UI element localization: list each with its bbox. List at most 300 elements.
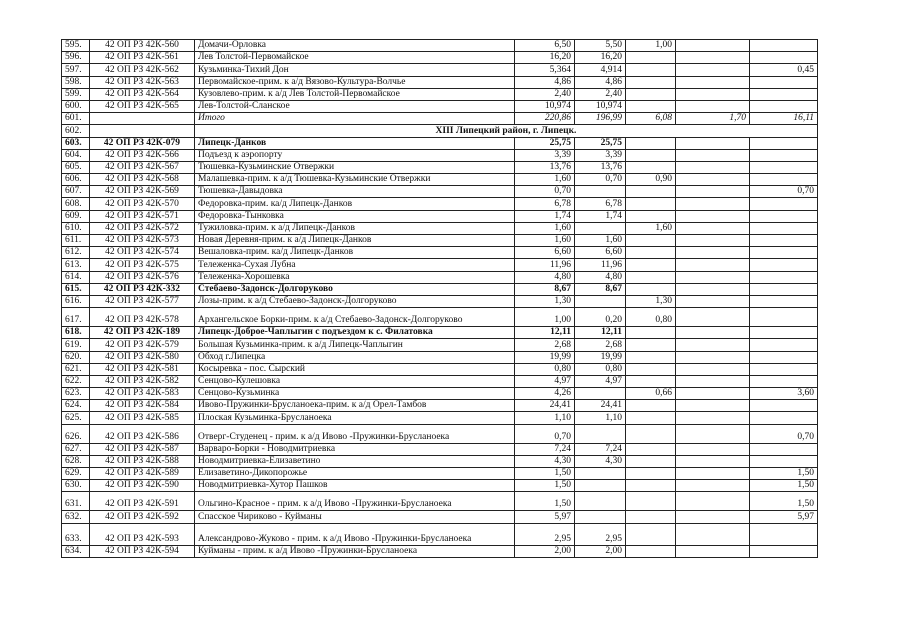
row-number-cell: 622. bbox=[62, 375, 90, 387]
value-cell-1: 7,24 bbox=[515, 443, 575, 455]
value-cell-2: 4,30 bbox=[575, 455, 626, 467]
table-row bbox=[62, 424, 818, 443]
value-cell-4 bbox=[676, 351, 750, 363]
table-row bbox=[62, 64, 818, 76]
value-cell-2 bbox=[575, 388, 626, 400]
row-number-cell: 615. bbox=[62, 283, 90, 295]
value-cell-4 bbox=[676, 455, 750, 467]
code-cell: 42 ОП РЗ 42К-562 bbox=[90, 64, 195, 76]
value-cell-2: 25,75 bbox=[575, 137, 626, 149]
value-cell-5: 0,45 bbox=[750, 64, 818, 76]
table-row bbox=[62, 247, 818, 259]
code-cell: 42 ОП РЗ 42К-584 bbox=[90, 400, 195, 412]
value-cell-4 bbox=[676, 492, 750, 511]
value-cell-1: 1,74 bbox=[515, 210, 575, 222]
value-cell-1: 25,75 bbox=[515, 137, 575, 149]
row-number-cell: 599. bbox=[62, 88, 90, 100]
value-cell-1: 4,26 bbox=[515, 388, 575, 400]
value-cell-5 bbox=[750, 76, 818, 88]
row-number-cell: 623. bbox=[62, 388, 90, 400]
value-cell-2: 6,78 bbox=[575, 198, 626, 210]
code-cell: 42 ОП РЗ 42К-594 bbox=[90, 545, 195, 557]
value-cell-3 bbox=[626, 76, 676, 88]
value-cell-3: 1,60 bbox=[626, 222, 676, 234]
value-cell-1: 2,68 bbox=[515, 339, 575, 351]
value-cell-3 bbox=[626, 363, 676, 375]
code-cell: 42 ОП РЗ 42К-588 bbox=[90, 455, 195, 467]
value-cell-4 bbox=[676, 545, 750, 557]
value-cell-1: 4,80 bbox=[515, 271, 575, 283]
code-cell: 42 ОП РЗ 42К-580 bbox=[90, 351, 195, 363]
row-number-cell: 627. bbox=[62, 443, 90, 455]
value-cell-5 bbox=[750, 88, 818, 100]
value-cell-3 bbox=[626, 52, 676, 64]
value-cell-2: 24,41 bbox=[575, 400, 626, 412]
value-cell-4 bbox=[676, 283, 750, 295]
value-cell-2: 2,40 bbox=[575, 88, 626, 100]
section-title: XIII Липецкий район, г. Липецк. bbox=[195, 125, 818, 137]
value-cell-4 bbox=[676, 64, 750, 76]
value-cell-4: 1,70 bbox=[676, 113, 750, 125]
table-row bbox=[62, 283, 818, 295]
value-cell-4 bbox=[676, 161, 750, 173]
value-cell-4 bbox=[676, 480, 750, 492]
table-row bbox=[62, 76, 818, 88]
value-cell-3 bbox=[626, 400, 676, 412]
value-cell-3 bbox=[626, 149, 676, 161]
table-row bbox=[62, 443, 818, 455]
road-name-cell: Тележенка-Хорошевка bbox=[195, 271, 515, 283]
value-cell-3 bbox=[626, 523, 676, 545]
table-row bbox=[62, 210, 818, 222]
road-name-cell: Варваро-Борки - Новодмитриевка bbox=[195, 443, 515, 455]
value-cell-1: 2,40 bbox=[515, 88, 575, 100]
row-number-cell: 601. bbox=[62, 113, 90, 125]
value-cell-5 bbox=[750, 443, 818, 455]
code-cell: 42 ОП РЗ 42К-586 bbox=[90, 424, 195, 443]
road-name-cell: Домачи-Орловка bbox=[195, 40, 515, 52]
row-number-cell: 603. bbox=[62, 137, 90, 149]
value-cell-3: 0,80 bbox=[626, 308, 676, 327]
row-number-cell: 628. bbox=[62, 455, 90, 467]
row-number-cell: 630. bbox=[62, 480, 90, 492]
road-name-cell: Лев-Толстой-Сланское bbox=[195, 100, 515, 112]
road-name-cell: Куйманы - прим. к а/д Ивово -Пружинки-Брусланоека bbox=[195, 545, 515, 557]
value-cell-4 bbox=[676, 100, 750, 112]
road-name-cell: Ивово-Пружинки-Брусланоека-прим. к а/д Орел-Тамбов bbox=[195, 400, 515, 412]
value-cell-1: 220,86 bbox=[515, 113, 575, 125]
value-cell-4 bbox=[676, 388, 750, 400]
code-cell: 42 ОП РЗ 42К-591 bbox=[90, 492, 195, 511]
road-name-cell: Спасское Чириково - Куйманы bbox=[195, 511, 515, 523]
table-row bbox=[62, 149, 818, 161]
code-cell: 42 ОП РЗ 42К-578 bbox=[90, 308, 195, 327]
value-cell-3 bbox=[626, 455, 676, 467]
road-name-cell: Александрово-Жуково - прим. к а/д Ивово -Пружинки-Брусланоека bbox=[195, 523, 515, 545]
code-cell: 42 ОП РЗ 42К-572 bbox=[90, 222, 195, 234]
value-cell-1: 1,60 bbox=[515, 235, 575, 247]
value-cell-1: 16,20 bbox=[515, 52, 575, 64]
value-cell-4 bbox=[676, 327, 750, 339]
value-cell-1: 2,00 bbox=[515, 545, 575, 557]
table-row bbox=[62, 186, 818, 198]
value-cell-3: 1,30 bbox=[626, 295, 676, 307]
value-cell-4 bbox=[676, 76, 750, 88]
code-cell: 42 ОП РЗ 42К-592 bbox=[90, 511, 195, 523]
code-cell: 42 ОП РЗ 42К-079 bbox=[90, 137, 195, 149]
value-cell-1: 6,60 bbox=[515, 247, 575, 259]
value-cell-5 bbox=[750, 400, 818, 412]
code-cell: 42 ОП РЗ 42К-573 bbox=[90, 235, 195, 247]
row-number-cell: 617. bbox=[62, 308, 90, 327]
value-cell-2: 1,60 bbox=[575, 235, 626, 247]
table-row bbox=[62, 339, 818, 351]
value-cell-4 bbox=[676, 137, 750, 149]
value-cell-5 bbox=[750, 455, 818, 467]
value-cell-4 bbox=[676, 511, 750, 523]
value-cell-4 bbox=[676, 443, 750, 455]
value-cell-5 bbox=[750, 52, 818, 64]
value-cell-4 bbox=[676, 174, 750, 186]
row-number-cell: 633. bbox=[62, 523, 90, 545]
row-number-cell: 632. bbox=[62, 511, 90, 523]
value-cell-3 bbox=[626, 161, 676, 173]
row-number-cell: 606. bbox=[62, 174, 90, 186]
value-cell-2 bbox=[575, 295, 626, 307]
road-name-cell: Тужиловка-прим. к а/д Липецк-Данков bbox=[195, 222, 515, 234]
value-cell-3 bbox=[626, 424, 676, 443]
table-row bbox=[62, 412, 818, 424]
row-number-cell: 604. bbox=[62, 149, 90, 161]
value-cell-4 bbox=[676, 198, 750, 210]
value-cell-2 bbox=[575, 511, 626, 523]
value-cell-2: 7,24 bbox=[575, 443, 626, 455]
code-cell: 42 ОП РЗ 42К-569 bbox=[90, 186, 195, 198]
value-cell-3 bbox=[626, 327, 676, 339]
value-cell-4 bbox=[676, 259, 750, 271]
table-row bbox=[62, 351, 818, 363]
value-cell-2 bbox=[575, 186, 626, 198]
table-row bbox=[62, 295, 818, 307]
road-name-cell: Новодмитриевка-Елизаветино bbox=[195, 455, 515, 467]
value-cell-4 bbox=[676, 400, 750, 412]
value-cell-3 bbox=[626, 492, 676, 511]
value-cell-5 bbox=[750, 161, 818, 173]
value-cell-3 bbox=[626, 186, 676, 198]
value-cell-5 bbox=[750, 339, 818, 351]
value-cell-1: 24,41 bbox=[515, 400, 575, 412]
road-name-cell: Архангельское Борки-прим. к а/д Стебаево-Задонск-Долгоруково bbox=[195, 308, 515, 327]
road-name-cell: Большая Кузьминка-прим. к а/д Липецк-Чаплыгин bbox=[195, 339, 515, 351]
value-cell-5 bbox=[750, 149, 818, 161]
value-cell-5: 1,50 bbox=[750, 468, 818, 480]
road-name-cell: Тележенка-Сухая Лубна bbox=[195, 259, 515, 271]
row-number-cell: 631. bbox=[62, 492, 90, 511]
value-cell-2 bbox=[575, 468, 626, 480]
value-cell-1: 4,86 bbox=[515, 76, 575, 88]
table-row bbox=[62, 455, 818, 467]
value-cell-4 bbox=[676, 424, 750, 443]
row-number-cell: 597. bbox=[62, 64, 90, 76]
value-cell-2: 2,00 bbox=[575, 545, 626, 557]
row-number-cell: 610. bbox=[62, 222, 90, 234]
value-cell-5 bbox=[750, 545, 818, 557]
row-number-cell: 620. bbox=[62, 351, 90, 363]
code-cell: 42 ОП РЗ 42К-574 bbox=[90, 247, 195, 259]
value-cell-2: 10,974 bbox=[575, 100, 626, 112]
value-cell-2: 19,99 bbox=[575, 351, 626, 363]
value-cell-2 bbox=[575, 222, 626, 234]
value-cell-2: 5,50 bbox=[575, 40, 626, 52]
code-cell: 42 ОП РЗ 42К-590 bbox=[90, 480, 195, 492]
row-number-cell: 629. bbox=[62, 468, 90, 480]
value-cell-4 bbox=[676, 222, 750, 234]
value-cell-5: 0,70 bbox=[750, 424, 818, 443]
value-cell-3 bbox=[626, 480, 676, 492]
code-cell: 42 ОП РЗ 42К-570 bbox=[90, 198, 195, 210]
table-row bbox=[62, 88, 818, 100]
value-cell-1: 1,10 bbox=[515, 412, 575, 424]
road-name-cell: Подъезд к аэропорту bbox=[195, 149, 515, 161]
value-cell-2: 0,70 bbox=[575, 174, 626, 186]
value-cell-3 bbox=[626, 210, 676, 222]
value-cell-3 bbox=[626, 412, 676, 424]
row-number-cell: 607. bbox=[62, 186, 90, 198]
row-number-cell: 595. bbox=[62, 40, 90, 52]
table-row bbox=[62, 363, 818, 375]
code-cell: 42 ОП РЗ 42К-566 bbox=[90, 149, 195, 161]
value-cell-2: 196,99 bbox=[575, 113, 626, 125]
row-number-cell: 608. bbox=[62, 198, 90, 210]
value-cell-4 bbox=[676, 363, 750, 375]
table-row bbox=[62, 492, 818, 511]
road-name-cell: Елизаветино-Дикопорожье bbox=[195, 468, 515, 480]
value-cell-4 bbox=[676, 52, 750, 64]
value-cell-1: 0,70 bbox=[515, 186, 575, 198]
value-cell-5 bbox=[750, 100, 818, 112]
value-cell-4 bbox=[676, 247, 750, 259]
road-name-cell: Итого bbox=[195, 113, 515, 125]
table-row bbox=[62, 235, 818, 247]
value-cell-3 bbox=[626, 545, 676, 557]
table-row bbox=[62, 400, 818, 412]
table-row bbox=[62, 113, 818, 125]
value-cell-2: 2,95 bbox=[575, 523, 626, 545]
value-cell-4 bbox=[676, 210, 750, 222]
value-cell-1: 1,00 bbox=[515, 308, 575, 327]
value-cell-5 bbox=[750, 283, 818, 295]
row-number-cell: 619. bbox=[62, 339, 90, 351]
code-cell: 42 ОП РЗ 42К-567 bbox=[90, 161, 195, 173]
value-cell-1: 0,70 bbox=[515, 424, 575, 443]
value-cell-1: 19,99 bbox=[515, 351, 575, 363]
value-cell-3 bbox=[626, 351, 676, 363]
value-cell-5: 16,11 bbox=[750, 113, 818, 125]
row-number-cell: 596. bbox=[62, 52, 90, 64]
value-cell-5 bbox=[750, 327, 818, 339]
value-cell-2: 4,914 bbox=[575, 64, 626, 76]
value-cell-4 bbox=[676, 295, 750, 307]
value-cell-3: 0,90 bbox=[626, 174, 676, 186]
value-cell-4 bbox=[676, 339, 750, 351]
value-cell-5 bbox=[750, 259, 818, 271]
value-cell-3 bbox=[626, 375, 676, 387]
code-cell: 42 ОП РЗ 42К-332 bbox=[90, 283, 195, 295]
value-cell-5 bbox=[750, 412, 818, 424]
value-cell-2: 0,20 bbox=[575, 308, 626, 327]
code-cell: 42 ОП РЗ 42К-576 bbox=[90, 271, 195, 283]
value-cell-2: 13,76 bbox=[575, 161, 626, 173]
value-cell-1: 6,50 bbox=[515, 40, 575, 52]
code-cell: 42 ОП РЗ 42К-561 bbox=[90, 52, 195, 64]
row-number-cell: 616. bbox=[62, 295, 90, 307]
code-cell: 42 ОП РЗ 42К-582 bbox=[90, 375, 195, 387]
value-cell-3: 1,00 bbox=[626, 40, 676, 52]
table-row bbox=[62, 388, 818, 400]
value-cell-3 bbox=[626, 259, 676, 271]
row-number-cell: 614. bbox=[62, 271, 90, 283]
row-number-cell: 612. bbox=[62, 247, 90, 259]
row-number-cell: 613. bbox=[62, 259, 90, 271]
value-cell-4 bbox=[676, 40, 750, 52]
code-cell: 42 ОП РЗ 42К-568 bbox=[90, 174, 195, 186]
table-row bbox=[62, 545, 818, 557]
code-cell bbox=[90, 113, 195, 125]
table-row bbox=[62, 480, 818, 492]
table-row bbox=[62, 308, 818, 327]
row-number-cell: 625. bbox=[62, 412, 90, 424]
table-row bbox=[62, 174, 818, 186]
road-name-cell: Косыревка - пос. Сырский bbox=[195, 363, 515, 375]
value-cell-1: 4,30 bbox=[515, 455, 575, 467]
value-cell-5 bbox=[750, 351, 818, 363]
value-cell-2: 2,68 bbox=[575, 339, 626, 351]
table-row bbox=[62, 52, 818, 64]
value-cell-5 bbox=[750, 198, 818, 210]
value-cell-3 bbox=[626, 443, 676, 455]
value-cell-1: 1,60 bbox=[515, 222, 575, 234]
value-cell-5 bbox=[750, 222, 818, 234]
value-cell-5 bbox=[750, 523, 818, 545]
code-cell bbox=[90, 125, 195, 137]
value-cell-3 bbox=[626, 468, 676, 480]
value-cell-2 bbox=[575, 480, 626, 492]
code-cell: 42 ОП РЗ 42К-585 bbox=[90, 412, 195, 424]
value-cell-1: 5,364 bbox=[515, 64, 575, 76]
road-name-cell: Кузовлево-прим. к а/д Лев Толстой-Первомайское bbox=[195, 88, 515, 100]
value-cell-4 bbox=[676, 271, 750, 283]
road-list-table bbox=[61, 39, 818, 558]
value-cell-5 bbox=[750, 295, 818, 307]
value-cell-3 bbox=[626, 283, 676, 295]
value-cell-4 bbox=[676, 308, 750, 327]
value-cell-5 bbox=[750, 247, 818, 259]
table-row bbox=[62, 523, 818, 545]
value-cell-3 bbox=[626, 88, 676, 100]
row-number-cell: 626. bbox=[62, 424, 90, 443]
code-cell: 42 ОП РЗ 42К-560 bbox=[90, 40, 195, 52]
value-cell-5 bbox=[750, 137, 818, 149]
value-cell-1: 1,50 bbox=[515, 492, 575, 511]
table-row bbox=[62, 125, 818, 137]
row-number-cell: 605. bbox=[62, 161, 90, 173]
value-cell-1: 12,11 bbox=[515, 327, 575, 339]
table-row bbox=[62, 327, 818, 339]
table-row bbox=[62, 137, 818, 149]
value-cell-2 bbox=[575, 492, 626, 511]
code-cell: 42 ОП РЗ 42К-593 bbox=[90, 523, 195, 545]
code-cell: 42 ОП РЗ 42К-577 bbox=[90, 295, 195, 307]
road-name-cell: Ольгино-Красное - прим. к а/д Ивово -Пружинки-Брусланоека bbox=[195, 492, 515, 511]
road-name-cell: Малашевка-прим. к а/д Тюшевка-Кузьминские Отвержки bbox=[195, 174, 515, 186]
value-cell-5: 3,60 bbox=[750, 388, 818, 400]
row-number-cell: 609. bbox=[62, 210, 90, 222]
row-number-cell: 602. bbox=[62, 125, 90, 137]
table-body bbox=[62, 40, 818, 558]
code-cell: 42 ОП РЗ 42К-575 bbox=[90, 259, 195, 271]
value-cell-5 bbox=[750, 375, 818, 387]
road-name-cell: Липецк-Данков bbox=[195, 137, 515, 149]
road-name-cell: Тюшевка-Давыдовка bbox=[195, 186, 515, 198]
table-row bbox=[62, 198, 818, 210]
value-cell-3 bbox=[626, 64, 676, 76]
row-number-cell: 611. bbox=[62, 235, 90, 247]
value-cell-2: 1,10 bbox=[575, 412, 626, 424]
code-cell: 42 ОП РЗ 42К-583 bbox=[90, 388, 195, 400]
value-cell-3 bbox=[626, 271, 676, 283]
row-number-cell: 600. bbox=[62, 100, 90, 112]
road-name-cell: Липецк-Доброе-Чаплыгин с подъездом к с. Филатовка bbox=[195, 327, 515, 339]
value-cell-3 bbox=[626, 100, 676, 112]
value-cell-5 bbox=[750, 235, 818, 247]
value-cell-1: 6,78 bbox=[515, 198, 575, 210]
table-row bbox=[62, 259, 818, 271]
value-cell-2: 4,86 bbox=[575, 76, 626, 88]
value-cell-5: 1,50 bbox=[750, 480, 818, 492]
road-name-cell: Стебаево-Задонск-Долгоруково bbox=[195, 283, 515, 295]
road-name-cell: Первомайское-прим. к а/д Вязово-Культура-Волчье bbox=[195, 76, 515, 88]
road-name-cell: Отверг-Студенец - прим. к а/д Ивово -Пружинки-Брусланоека bbox=[195, 424, 515, 443]
value-cell-2: 6,60 bbox=[575, 247, 626, 259]
value-cell-3: 0,66 bbox=[626, 388, 676, 400]
table-row bbox=[62, 271, 818, 283]
value-cell-2: 12,11 bbox=[575, 327, 626, 339]
value-cell-4 bbox=[676, 523, 750, 545]
table-row bbox=[62, 100, 818, 112]
value-cell-2: 16,20 bbox=[575, 52, 626, 64]
code-cell: 42 ОП РЗ 42К-579 bbox=[90, 339, 195, 351]
value-cell-1: 11,96 bbox=[515, 259, 575, 271]
value-cell-2: 0,80 bbox=[575, 363, 626, 375]
row-number-cell: 598. bbox=[62, 76, 90, 88]
value-cell-5 bbox=[750, 174, 818, 186]
row-number-cell: 621. bbox=[62, 363, 90, 375]
table-row bbox=[62, 511, 818, 523]
value-cell-2: 4,97 bbox=[575, 375, 626, 387]
code-cell: 42 ОП РЗ 42К-581 bbox=[90, 363, 195, 375]
value-cell-4 bbox=[676, 149, 750, 161]
value-cell-2: 4,80 bbox=[575, 271, 626, 283]
value-cell-1: 10,974 bbox=[515, 100, 575, 112]
value-cell-1: 4,97 bbox=[515, 375, 575, 387]
value-cell-3 bbox=[626, 339, 676, 351]
value-cell-4 bbox=[676, 468, 750, 480]
value-cell-1: 1,50 bbox=[515, 468, 575, 480]
value-cell-5 bbox=[750, 363, 818, 375]
code-cell: 42 ОП РЗ 42К-563 bbox=[90, 76, 195, 88]
code-cell: 42 ОП РЗ 42К-571 bbox=[90, 210, 195, 222]
value-cell-1: 2,95 bbox=[515, 523, 575, 545]
